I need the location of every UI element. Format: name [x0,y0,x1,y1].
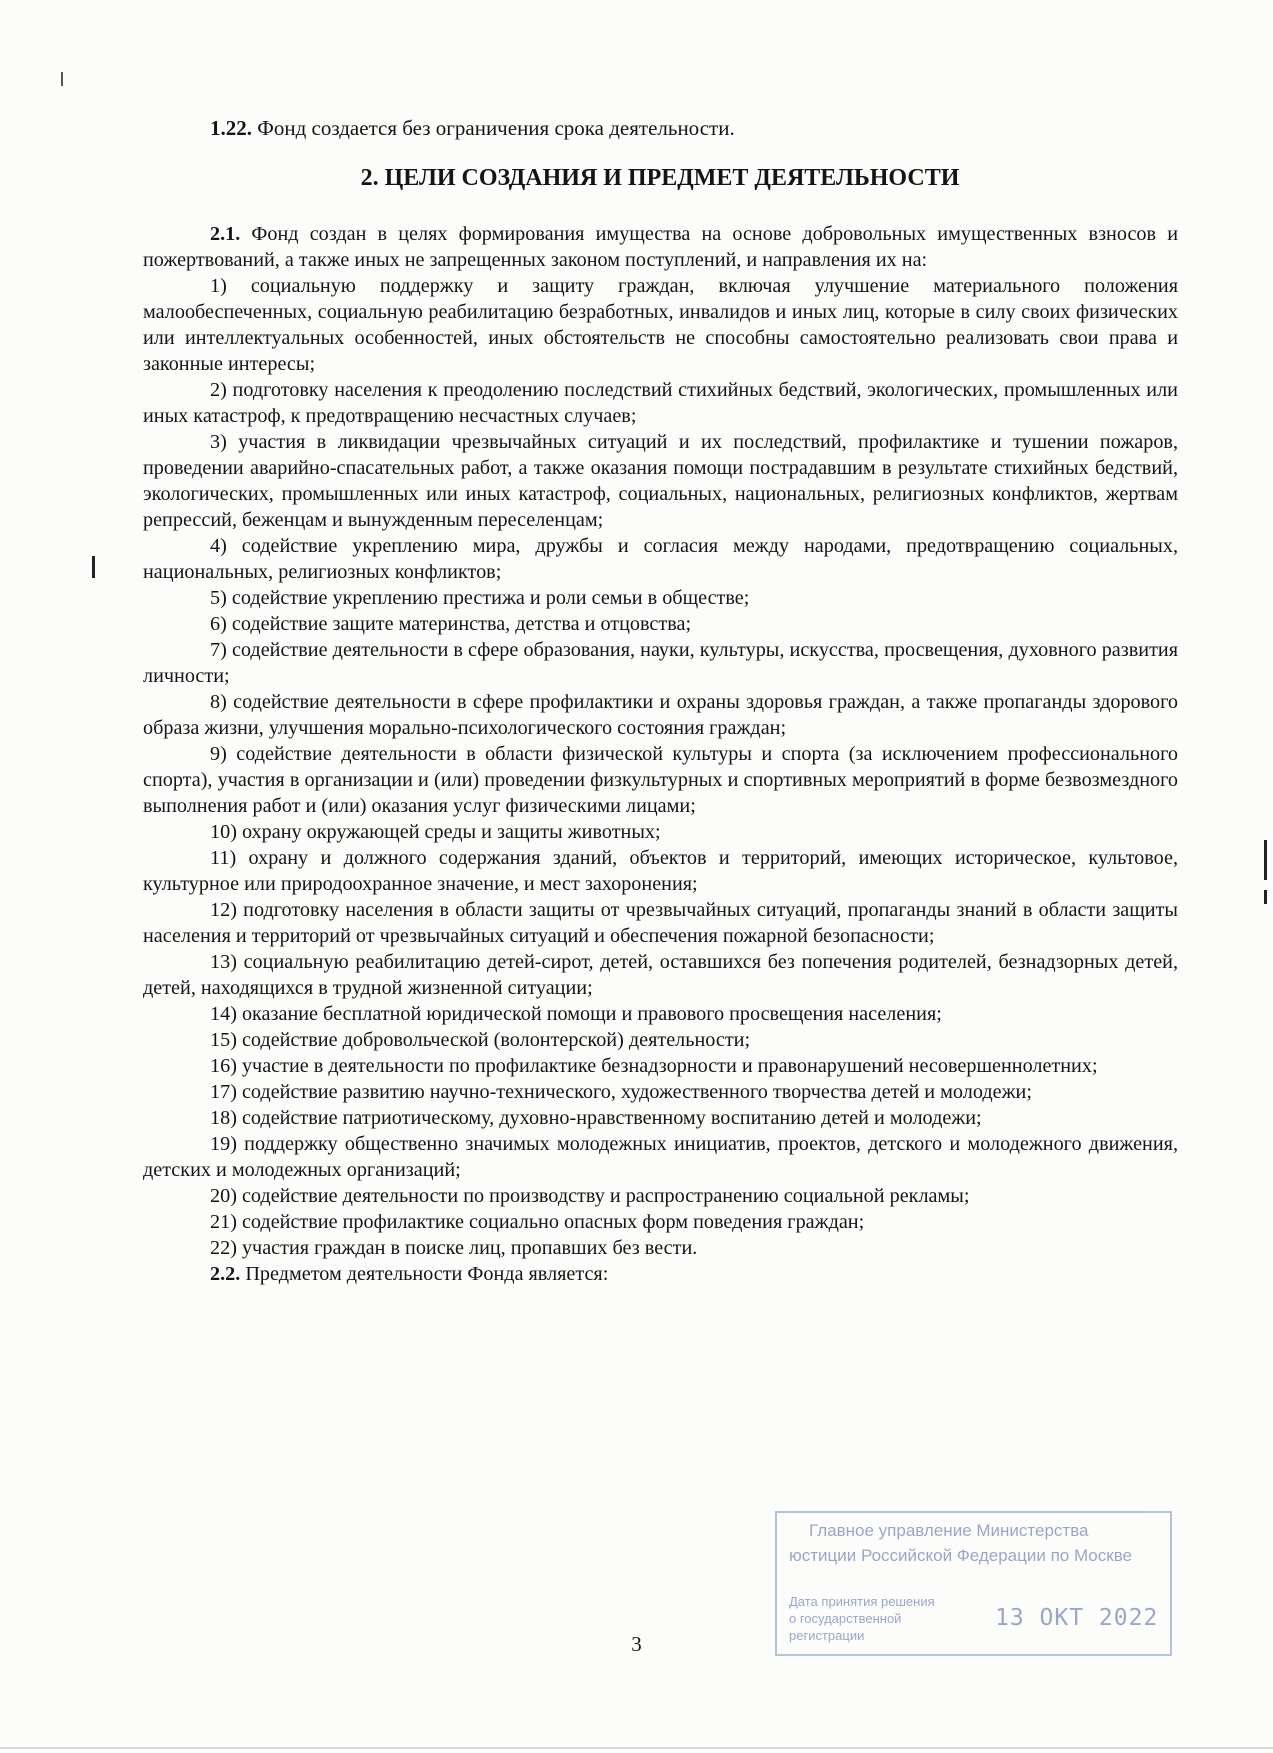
list-item: 7) содействие деятельности в сфере образования, науки, культуры, искусства, просвещения, духовного развития личности; [143,639,1178,687]
list-item: 20) содействие деятельности по производству и распространению социальной рекламы; [210,1185,970,1207]
list-item: 6) содействие защите материнства, детства и отцовства; [210,613,692,635]
stamp-date: 13 ОКТ 2022 [995,1605,1159,1631]
list-item: 18) содействие патриотическому, духовно-нравственному воспитанию детей и молодежи; [210,1107,982,1129]
stamp-line: юстиции Российской Федерации по Москве [789,1546,1132,1565]
clause-number: 2.1. [210,223,241,245]
scan-speck [61,72,63,86]
clause-number: 2.2. [210,1263,241,1285]
scan-speck [92,556,95,578]
list-item: 21) содействие профилактике социально опасных форм поведения граждан; [210,1211,865,1233]
list-item: 9) содействие деятельности в области физической культуры и спорта (за исключением профессионального спорта), участия в организации и (или) проведении физкультурных и спортивных мероприятий в форме безвозмездного выполнения работ и (или) оказания услуг физическими лицами; [143,743,1178,817]
list-item: 3) участия в ликвидации чрезвычайных ситуаций и их последствий, профилактике и тушении пожаров, проведении аварийно-спасательных работ, а также оказания помощи пострадавшим в результате стихийных бедствий, экологических, промышленных или иных катастроф, социальных, национальных, религиозных конфликтов, жертвам репрессий, беженцам и вынужденным переселенцам; [143,431,1178,531]
scan-speck [1264,840,1267,880]
clause-text: Фонд создается без ограничения срока деятельности. [252,116,735,140]
list-item: 22) участия граждан в поиске лиц, пропавших без вести. [210,1237,698,1259]
clause-text: Предметом деятельности Фонда является: [240,1263,609,1285]
list-item: 5) содействие укреплению престижа и роли семьи в обществе; [210,587,750,609]
clause-text: Фонд создан в целях формирования имущества на основе добровольных имущественных взносов и пожертвований, а также иных не запрещенных законом поступлений, и направления их на: [143,223,1178,271]
list-item: 1) социальную поддержку и защиту граждан, включая улучшение материального положения малообеспеченных, социальную реабилитацию безработных, инвалидов и иных лиц, которые в силу своих физических или интеллектуальных особенностей, иных обстоятельств не способны самостоятельно реализовать свои права и законные интересы; [143,275,1178,375]
list-item: 11) охрану и должного содержания зданий, объектов и территорий, имеющих историческое, культовое, культурное или природоохранное значение, и мест захоронения; [143,847,1178,895]
list-item: 4) содействие укреплению мира, дружбы и согласия между народами, предотвращению социальных, национальных, религиозных конфликтов; [143,535,1178,583]
scan-edge [0,1747,1273,1749]
stamp-line: Главное управление Министерства [809,1521,1089,1540]
list-item: 16) участие в деятельности по профилактике безнадзорности и правонарушений несовершеннолетних; [210,1055,1098,1077]
list-item: 15) содействие добровольческой (волонтерской) деятельности; [210,1029,751,1051]
list-item: 17) содействие развитию научно-технического, художественного творчества детей и молодежи; [210,1081,1032,1103]
page-number: 3 [631,1632,642,1656]
list-item: 2) подготовку населения к преодолению последствий стихийных бедствий, экологических, промышленных или иных катастроф, к предотвращению несчастных случаев; [143,379,1178,427]
list-item: 8) содействие деятельности в сфере профилактики и охраны здоровья граждан, а также пропаганды здорового образа жизни, улучшения морально-психологического состояния граждан; [143,691,1178,739]
scan-speck [1264,890,1267,904]
clause-2-2 [143,1261,1178,1287]
list-item: 10) охрану окружающей среды и защиты животных; [210,821,661,843]
list-item: 19) поддержку общественно значимых молодежных инициатив, проектов, детского и молодежного движения, детских и молодежных организаций; [143,1133,1178,1181]
stamp-line: Дата принятия решения о государственной регистрации [789,1594,935,1643]
clause-2-1 [143,221,1178,273]
section-title: 2. ЦЕЛИ СОЗДАНИЯ И ПРЕДМЕТ ДЕЯТЕЛЬНОСТИ [360,165,960,191]
list-item: 14) оказание бесплатной юридической помощи и правового просвещения населения; [210,1003,942,1025]
clause-1-22 [210,114,1110,142]
clause-number: 1.22. [210,116,252,140]
list-item: 12) подготовку населения в области защиты от чрезвычайных ситуаций, пропаганды знаний в области защиты населения и территорий от чрезвычайных ситуаций и обеспечения пожарной безопасности; [143,899,1178,947]
document-body [143,221,1178,1287]
list-item: 13) социальную реабилитацию детей-сирот, детей, оставшихся без попечения родителей, безнадзорных детей, детей, находящихся в трудной жизненной ситуации; [143,951,1178,999]
